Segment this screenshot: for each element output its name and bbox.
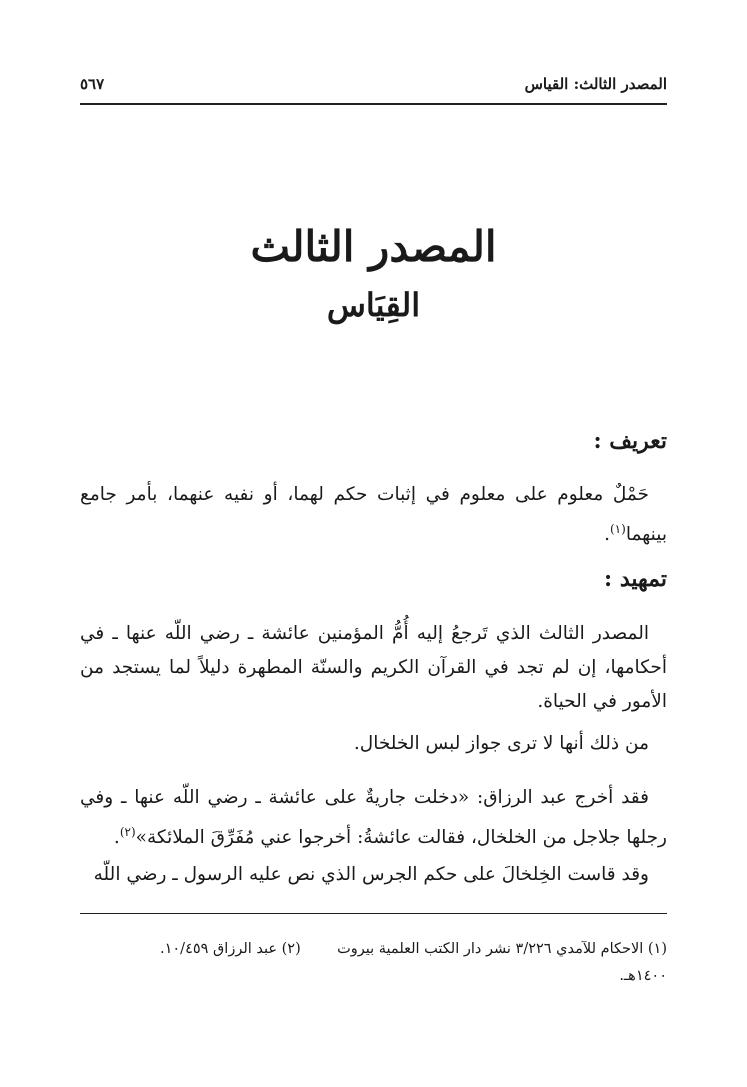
footnote-ref-2: (٢) — [119, 825, 136, 839]
intro-paragraph-3-end: . — [113, 827, 120, 849]
intro-paragraph-1: المصدر الثالث الذي تَرجعُ إليه أُمُّ المؤمنين عائشة ـ رضي اللّه عنها ـ في أحكامها، إن لم تجد في القرآن الكريم والسنّة المطهرة دليلاً لما يستجد من الأمور في الحياة. — [80, 623, 667, 712]
header-rule — [80, 103, 667, 105]
chapter-subtitle: القِيَاس — [326, 286, 421, 324]
definition-heading: تعريف : — [593, 428, 667, 454]
introduction-heading: تمهيد : — [604, 566, 667, 592]
intro-paragraph-3-body: فقد أخرج عبد الرزاق: «دخلت جاريةٌ على عائشة ـ رضي اللّه عنها ـ وفي رجلها جلاجل من الخلخال، فقالت عائشةُ: أخرجوا عني مُفَرِّقَ الملائكة» — [80, 787, 667, 849]
running-header — [80, 72, 667, 96]
running-title: المصدر الثالث: القياس — [524, 75, 667, 93]
footnote-rule — [80, 913, 667, 914]
definition-body: حَمْلٌ معلوم على معلوم في إثبات حكم لهما، أو نفيه عنهما، بأمر جامع بينهما — [80, 484, 667, 546]
intro-paragraph-4: وقد قاست الخِلخالَ على حكم الجرس الذي نص عليه الرسول ـ رضي اللّه — [93, 864, 649, 885]
page-number: ٥٦٧ — [80, 75, 105, 93]
footnotes — [80, 936, 667, 996]
footnote-2: (٢) عبد الرزاق ١٠/٤٥٩. — [160, 941, 301, 957]
intro-paragraph-3 — [80, 781, 667, 855]
definition-text — [80, 478, 667, 552]
footnote-ref-1: (١) — [609, 522, 626, 536]
definition-end: . — [604, 524, 610, 546]
chapter-title: المصدر الثالث — [250, 222, 497, 271]
footnote-1: (١) الاحكام للآمدي ٣/٢٢٦ نشر دار الكتب العلمية بيروت ١٤٠٠هـ. — [337, 941, 667, 984]
intro-paragraph-2: من ذلك أنها لا ترى جواز لبس الخلخال. — [353, 733, 649, 754]
